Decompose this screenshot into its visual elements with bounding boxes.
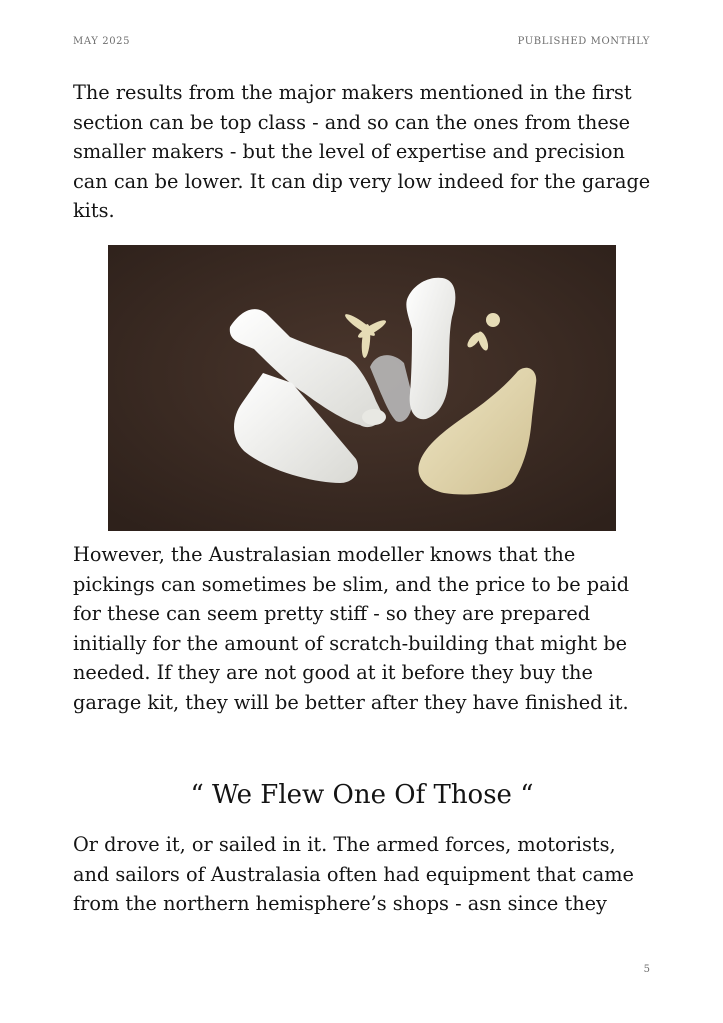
body-paragraph: The results from the major makers mentioned in the first section can be top class - and so can the ones from these smaller makers - but the level of expertise and precision can can be lower. It can dip very low indeed for the garage kits. [73,81,651,222]
body-paragraph: Or drove it, or sailed in it. The armed forces, motorists, and sailors of Australasia often had equipment that came from the northern hemisphere’s shops - asn since they [73,833,634,915]
publication-frequency: PUBLISHED MONTHLY [517,36,650,47]
issue-date: MAY 2025 [73,36,131,47]
section-heading: “ We Flew One Of Those “ [190,780,534,810]
resin-kit-parts-photo [108,245,616,531]
page-number: 5 [643,964,650,975]
body-paragraph: However, the Australasian modeller knows that the pickings can sometimes be slim, and the price to be paid for these can seem pretty stiff - so they are prepared initially for the amount of scratch-building that might be needed. If they are not good at it before they buy the garage kit, they will be better after they have finished it. [73,543,630,714]
